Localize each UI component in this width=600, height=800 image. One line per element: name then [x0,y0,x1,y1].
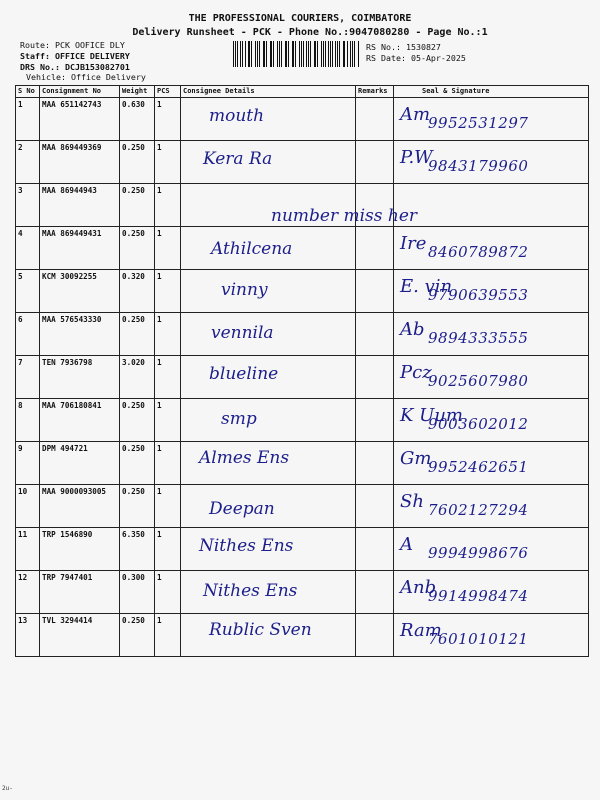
cell-seal-signature [394,571,589,614]
table-row [16,141,589,184]
cell-consignment-no: MAA 86944943 [40,184,120,227]
cell-seal-signature [394,356,589,399]
cell-seal-signature [394,399,589,442]
cell-consignee-details [181,356,356,399]
signature-handwriting: Sh [400,491,424,512]
cell-pcs: 1 [155,356,181,399]
barcode-bar [273,41,274,67]
cell-remarks [356,442,394,485]
consignee-handwriting: Deepan [209,499,275,519]
barcode-bar [308,41,309,67]
cell-consignment-no: TRP 1546890 [40,528,120,571]
cell-pcs: 1 [155,442,181,485]
cell-consignment-no: MAA 9000093005 [40,485,120,528]
cell-consignee-details [181,98,356,141]
cell-weight: 0.250 [120,313,155,356]
cell-consignment-no: MAA 869449369 [40,141,120,184]
cell-remarks [356,399,394,442]
cell-weight: 0.300 [120,571,155,614]
cell-consignment-no: DPM 494721 [40,442,120,485]
cell-seal-signature [394,485,589,528]
consignee-handwriting: mouth [209,106,265,126]
cell-seal-signature [394,184,589,227]
signature-handwriting: Ram [400,620,442,641]
cell-pcs: 1 [155,571,181,614]
cell-consignee-details [181,270,356,313]
cell-weight: 0.250 [120,184,155,227]
cell-sno: 6 [16,313,40,356]
cell-seal-signature [394,614,589,657]
staff-label: Staff: OFFICE DELIVERY [20,51,130,61]
phone-handwriting: 7602127294 [428,501,529,519]
col-header-weight: Weight [120,86,155,98]
cell-consignee-details [181,571,356,614]
barcode-bar [337,41,338,67]
rs-number: RS No.: 1530827 [366,42,441,52]
cell-weight: 0.630 [120,98,155,141]
cell-consignee-details [181,141,356,184]
cell-remarks [356,485,394,528]
table-row [16,227,589,270]
cell-pcs: 1 [155,227,181,270]
cell-sno: 1 [16,98,40,141]
phone-handwriting: 9843179960 [428,157,529,175]
cell-remarks [356,313,394,356]
cell-consignment-no: TRP 7947401 [40,571,120,614]
col-header-seal: Seal & Signature [394,86,589,98]
consignee-handwriting: number miss her [271,206,418,226]
phone-handwriting: 9952531297 [428,114,529,132]
cell-consignee-details [181,313,356,356]
phone-handwriting: 9952462651 [428,458,529,476]
cell-consignment-no: MAA 651142743 [40,98,120,141]
consignee-handwriting: blueline [209,364,279,384]
barcode-bar [259,41,260,67]
cell-remarks [356,528,394,571]
phone-handwriting: 9003602012 [428,415,529,433]
barcode-bar [301,41,302,67]
runsheet-table [15,85,589,657]
cell-weight: 0.250 [120,442,155,485]
cell-sno: 11 [16,528,40,571]
phone-handwriting: 9025607980 [428,372,529,390]
cell-weight: 3.020 [120,356,155,399]
signature-handwriting: Am [400,104,431,125]
rs-date: RS Date: 05-Apr-2025 [366,53,466,63]
cell-seal-signature [394,98,589,141]
barcode-bar [354,41,355,67]
consignee-handwriting: Athilcena [211,239,293,259]
cell-sno: 12 [16,571,40,614]
cell-weight: 0.250 [120,399,155,442]
barcode-bar [314,41,315,67]
barcode-bar [321,41,322,67]
phone-handwriting: 8460789872 [428,243,529,261]
signature-handwriting: Pcz [400,362,432,383]
col-header-consignee: Consignee Details [181,86,356,98]
cell-sno: 13 [16,614,40,657]
cell-pcs: 1 [155,528,181,571]
consignee-handwriting: Almes Ens [199,448,290,468]
cell-remarks [356,98,394,141]
cell-consignee-details [181,399,356,442]
barcode-bar [255,41,256,67]
cell-weight: 0.320 [120,270,155,313]
barcode-bar [242,41,243,67]
phone-handwriting: 9914998474 [428,587,529,605]
cell-pcs: 1 [155,614,181,657]
cell-consignee-details [181,227,356,270]
phone-handwriting: 9790639553 [428,286,529,304]
drs-number: DRS No.: DCJB153082701 [20,62,130,72]
signature-handwriting: A [400,534,413,555]
cell-sno: 3 [16,184,40,227]
cell-pcs: 1 [155,98,181,141]
col-header-remarks: Remarks [356,86,394,98]
cell-sno: 4 [16,227,40,270]
signature-handwriting: P.W [400,147,433,168]
signature-handwriting: Ire [400,233,427,254]
consignee-handwriting: Nithes Ens [199,536,294,556]
barcode-bar [266,41,267,67]
barcode-bar [251,41,252,67]
phone-handwriting: 7601010121 [428,630,529,648]
consignee-handwriting: Rublic Sven [209,620,312,640]
cell-pcs: 1 [155,313,181,356]
runsheet-subtitle: Delivery Runsheet - PCK - Phone No.:9047080280 - Page No.:1 [132,27,488,38]
cell-pcs: 1 [155,270,181,313]
signature-handwriting: Anb [400,577,437,598]
cell-weight: 0.250 [120,141,155,184]
col-header-sno: S No [16,86,40,98]
cell-seal-signature [394,313,589,356]
cell-sno: 7 [16,356,40,399]
table-row [16,98,589,141]
cell-remarks [356,270,394,313]
cell-remarks [356,356,394,399]
cell-seal-signature [394,141,589,184]
cell-consignment-no: TEN 7936798 [40,356,120,399]
cell-consignment-no: TVL 3294414 [40,614,120,657]
cell-remarks [356,227,394,270]
cell-sno: 8 [16,399,40,442]
route-label: Route: PCK OOFICE DLY [20,40,125,50]
barcode-bar [281,41,282,67]
barcode-bar [335,41,336,67]
cell-weight: 0.250 [120,485,155,528]
barcode-bar [288,41,289,67]
vehicle-label: Vehicle: Office Delivery [26,72,146,82]
signature-handwriting: Ab [400,319,425,340]
col-header-consignment: Consignment No [40,86,120,98]
cell-seal-signature [394,528,589,571]
consignee-handwriting: smp [221,409,257,429]
cell-seal-signature [394,442,589,485]
barcode-bar [233,41,234,67]
table-row [16,270,589,313]
cell-consignee-details [181,528,356,571]
cell-consignment-no: KCM 30092255 [40,270,120,313]
phone-handwriting: 9894333555 [428,329,529,347]
table-header-row [16,86,589,98]
barcode-image [233,41,359,67]
cell-consignment-no: MAA 869449431 [40,227,120,270]
barcode-bar [325,41,326,67]
consignee-handwriting: Kera Ra [203,149,273,169]
cell-weight: 6.350 [120,528,155,571]
cell-consignee-details [181,184,418,227]
consignee-handwriting: vinny [221,280,268,300]
signature-handwriting: K Uum [400,405,463,426]
cell-consignee-details [181,485,356,528]
table-row [16,313,589,356]
cell-seal-signature [394,270,589,313]
cell-remarks [356,141,394,184]
cell-pcs: 1 [155,184,181,227]
table-row [16,485,589,528]
cell-remarks [356,614,394,657]
phone-handwriting: 9994998676 [428,544,529,562]
cell-pcs: 1 [155,399,181,442]
cell-sno: 10 [16,485,40,528]
cell-consignment-no: MAA 576543330 [40,313,120,356]
cell-remarks [356,571,394,614]
footer-mark: 2u- [2,785,13,792]
cell-weight: 0.250 [120,227,155,270]
cell-consignee-details [181,614,356,657]
consignee-handwriting: Nithes Ens [203,581,298,601]
cell-seal-signature [394,227,589,270]
table-row [16,184,589,227]
cell-sno: 2 [16,141,40,184]
cell-remarks [356,184,394,227]
table-row [16,442,589,485]
cell-pcs: 1 [155,485,181,528]
barcode-bar [277,41,278,67]
barcode-bar [299,41,300,67]
barcode-bar [344,41,345,67]
col-header-pcs: PCS [155,86,181,98]
barcode-bar [347,41,348,67]
cell-sno: 5 [16,270,40,313]
barcode-bar [240,41,241,67]
company-title: THE PROFESSIONAL COURIERS, COIMBATORE [188,13,412,24]
signature-handwriting: E. vin [400,276,453,297]
table-row [16,399,589,442]
cell-weight: 0.250 [120,614,155,657]
cell-sno: 9 [16,442,40,485]
table-row [16,571,589,614]
signature-handwriting: Gm [400,448,432,469]
consignee-handwriting: vennila [211,323,274,343]
cell-consignee-details [181,442,356,485]
table-row [16,528,589,571]
cell-consignment-no: MAA 706180841 [40,399,120,442]
table-row [16,356,589,399]
table-row [16,614,589,657]
cell-pcs: 1 [155,141,181,184]
